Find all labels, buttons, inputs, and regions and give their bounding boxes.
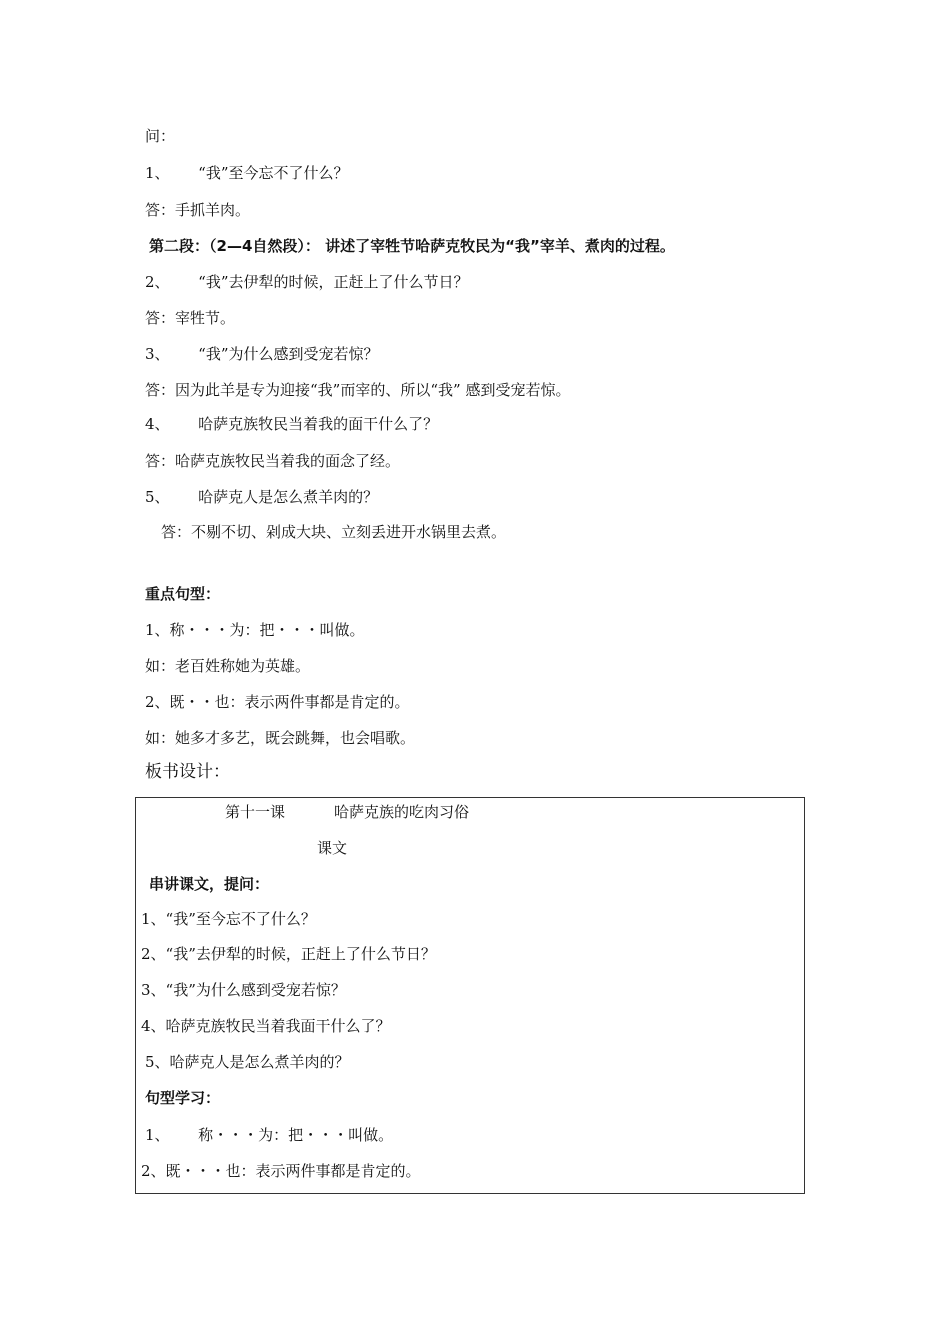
question-2: 2、 “我”去伊犁的时候，正赶上了什么节日？ [145,273,469,291]
board-design-box [135,797,805,1194]
board-subtitle: 课文 [317,839,348,857]
board-question-4: 4、哈萨克族牧民当着我面干什么了？ [141,1017,391,1035]
sentence-pattern-2: 2、既・・也：表示两件事都是肯定的。 [145,693,410,711]
board-question-2: 2、“我”去伊犁的时候，正赶上了什么节日？ [141,945,436,963]
question-4: 4、 哈萨克族牧民当着我的面干什么了？ [145,415,439,433]
sentence-pattern-1: 1、称・・・为：把・・・叫做。 [145,621,365,639]
board-question-5: 5、哈萨克人是怎么煮羊肉的？ [145,1053,350,1071]
example-1: 如：老百姓称她为英雄。 [145,657,311,675]
board-lesson-number: 第十一课 [225,803,286,821]
question-1: 1、 “我”至今忘不了什么？ [145,164,349,182]
answer-4: 答：哈萨克族牧民当着我的面念了经。 [145,452,401,470]
board-sentence-1: 1、 称・・・为：把・・・叫做。 [145,1126,394,1144]
key-sentences-heading: 重点句型： [145,585,221,603]
question-heading: 问： [145,127,176,145]
board-section-questions: 串讲课文，提问： [149,875,270,893]
board-sentence-2: 2、既・・・也：表示两件事都是肯定的。 [141,1162,421,1180]
board-question-3: 3、“我”为什么感到受宠若惊？ [141,981,346,999]
answer-5: 答：不剔不切、剁成大块、立刻丢进开水锅里去煮。 [161,523,507,541]
example-2: 如：她多才多艺，既会跳舞，也会唱歌。 [145,729,416,747]
section-2-heading: 第二段：（2—4自然段）： 讲述了宰牲节哈萨克牧民为“我”宰羊、煮肉的过程。 [149,237,675,255]
board-question-1: 1、“我”至今忘不了什么？ [141,910,316,928]
question-5: 5、 哈萨克人是怎么煮羊肉的？ [145,488,379,506]
answer-1: 答：手抓羊肉。 [145,201,251,219]
answer-3: 答：因为此羊是专为迎接“我”而宰的、所以“我” 感到受宠若惊。 [145,381,571,399]
board-lesson-title: 哈萨克族的吃肉习俗 [334,803,470,821]
board-section-sentences: 句型学习： [145,1089,221,1107]
board-design-heading: 板书设计： [145,762,230,782]
answer-2: 答：宰牲节。 [145,309,236,327]
question-3: 3、 “我”为什么感到受宠若惊？ [145,345,379,363]
